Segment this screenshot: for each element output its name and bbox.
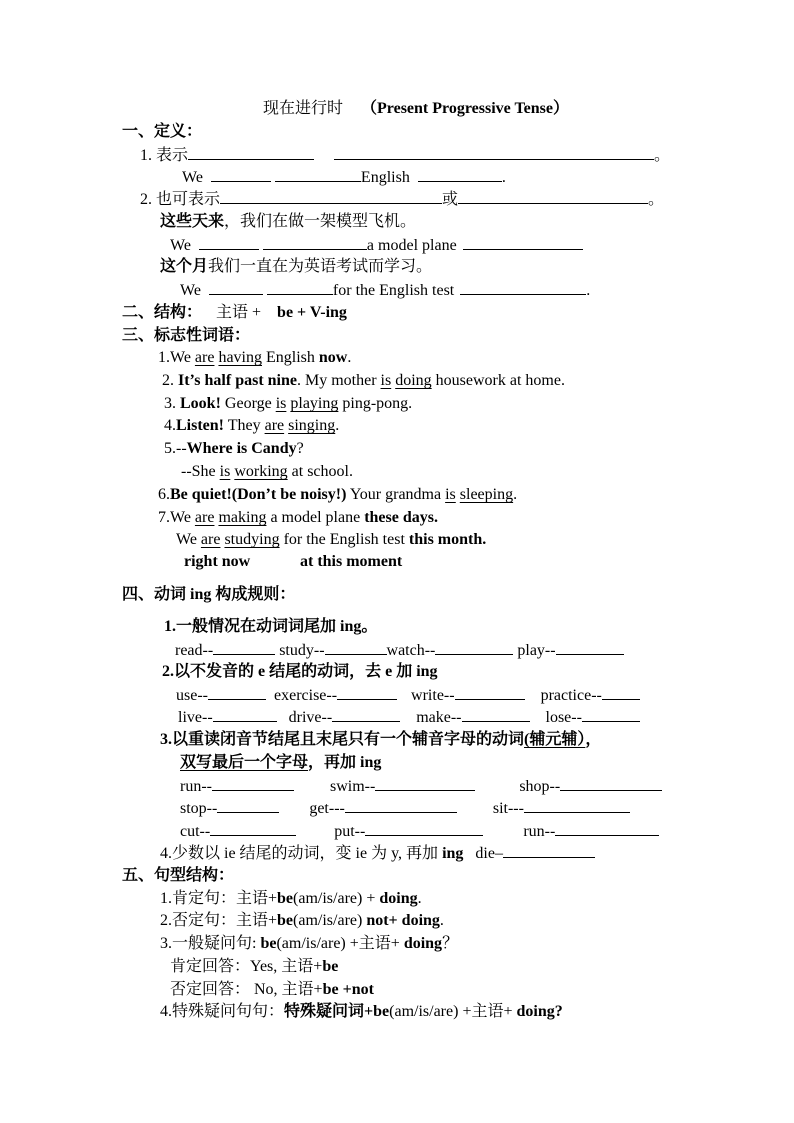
- text-run: read--: [175, 642, 214, 659]
- text-run: shop--: [519, 778, 561, 795]
- text-run: English: [262, 349, 319, 366]
- text-run: 3.: [164, 395, 180, 412]
- text-run: 否定回答： No, 主语+: [170, 981, 323, 998]
- text-run: (am/is/are) +主语+: [389, 1003, 517, 1020]
- text-run: 2.否定句：主语+: [160, 912, 278, 929]
- blank: [418, 167, 502, 182]
- text-run: write--: [411, 687, 455, 704]
- text-run: 这个月: [160, 258, 209, 275]
- title-en: （Present Progressive Tense）: [361, 100, 570, 117]
- text-run: Listen!: [176, 417, 224, 434]
- text-run: ping-pong.: [338, 395, 413, 412]
- pattern-negative: [160, 911, 444, 931]
- text-run: 2. 也可表示: [140, 191, 221, 208]
- text-run: English: [360, 169, 410, 186]
- signal-example-7: [158, 508, 438, 528]
- section-1-heading: 一、定义：: [122, 123, 203, 140]
- text-run: --She: [181, 463, 220, 480]
- page-title: [263, 99, 569, 119]
- text-run: get---: [309, 800, 345, 817]
- text-run: practice--: [540, 687, 602, 704]
- text-run: singing: [288, 417, 336, 434]
- text-run: now: [318, 349, 348, 366]
- text-run: ，我们在做一架模型飞机。: [224, 213, 417, 230]
- text-run: at school.: [287, 463, 353, 480]
- text-run: .: [586, 282, 591, 299]
- text-run: for the English test: [279, 531, 409, 548]
- text-run: 4.: [164, 417, 176, 434]
- text-run: make--: [416, 709, 462, 726]
- answer-blank: [217, 798, 279, 813]
- text-run: .: [335, 417, 340, 434]
- signal-example-5-answer: [181, 462, 353, 482]
- signal-example-4: [164, 416, 339, 436]
- rule-3-line-2: [180, 753, 381, 773]
- text-run: 1. 表示: [140, 147, 189, 164]
- answer-blank: [213, 707, 277, 722]
- text-run: (am/is/are) +主语+: [276, 935, 404, 952]
- answer-blank: [602, 685, 640, 700]
- example-3-zh: [160, 257, 432, 277]
- text-run: studying: [224, 531, 280, 548]
- text-run: 3.一般疑问句:: [160, 935, 261, 952]
- example-2-en: [170, 235, 583, 256]
- text-run: are: [194, 349, 215, 366]
- text-run: 3.以重读闭音节结尾且末尾只有一个辅音字母的动词: [160, 731, 525, 748]
- text-run: are: [194, 509, 215, 526]
- text-run: They: [224, 417, 265, 434]
- text-run: having: [218, 349, 262, 366]
- text-run: doing: [379, 890, 418, 907]
- blank: [275, 167, 361, 182]
- rule-2: 2.以不发音的 e 结尾的动词，去 e 加 ing: [162, 663, 438, 680]
- text-run: is: [275, 395, 287, 412]
- text-run: a model plane: [366, 237, 457, 254]
- blank: [463, 235, 583, 250]
- text-run: .: [439, 912, 444, 929]
- blank: [209, 280, 263, 295]
- section-5-heading: 五、句型结构：: [122, 867, 235, 884]
- text-run: for the English test: [332, 282, 455, 299]
- section-3-heading: 三、标志性词语：: [122, 327, 251, 344]
- text-run: doing: [395, 372, 432, 389]
- text-run: 主语 +: [216, 304, 262, 321]
- text-run: 2.: [162, 372, 178, 389]
- text-run: swim--: [329, 778, 376, 795]
- text-run: are: [264, 417, 285, 434]
- answer-blank: [555, 821, 659, 836]
- answer-blank: [208, 685, 266, 700]
- signal-example-5: [164, 439, 304, 459]
- text-run: cut--: [180, 823, 211, 840]
- text-run: this month.: [408, 531, 487, 548]
- text-run: 5.--: [164, 440, 187, 457]
- text-run: George: [220, 395, 276, 412]
- rule-3-row-1: [180, 776, 662, 797]
- signal-example-6: [158, 485, 517, 505]
- text-run: live--: [178, 709, 213, 726]
- rule-4: [160, 843, 595, 864]
- answer-blank: [462, 707, 530, 722]
- answer-blank: [345, 798, 457, 813]
- text-run: a model plane: [266, 509, 365, 526]
- text-run: Look!: [180, 395, 221, 412]
- rule-3-row-2: [180, 798, 630, 819]
- text-run: lose--: [545, 709, 582, 726]
- text-run: are: [200, 531, 221, 548]
- text-run: making: [218, 509, 267, 526]
- text-run: 。: [648, 191, 665, 208]
- text-run: is: [380, 372, 392, 389]
- text-run: 6.: [158, 486, 170, 503]
- pattern-yes-answer: [170, 957, 338, 977]
- text-run: 7.We: [158, 509, 195, 526]
- pattern-no-answer: [170, 980, 374, 1000]
- text-run: working: [234, 463, 288, 480]
- text-run: stop--: [180, 800, 218, 817]
- text-run: be +not: [322, 981, 374, 998]
- text-run: 4.少数以 ie 结尾的动词，变 ie 为 y, 再加: [160, 845, 443, 862]
- example-2-zh: [160, 212, 416, 232]
- text-run: We: [170, 237, 191, 254]
- text-run: 特殊疑问词+be: [284, 1003, 390, 1020]
- pattern-wh-question: [160, 1002, 563, 1022]
- rule-1: 1.一般情况在动词词尾加 ing。: [164, 618, 378, 635]
- pattern-affirmative: [160, 889, 422, 909]
- signal-example-3: [164, 394, 412, 414]
- answer-blank: [212, 776, 294, 791]
- text-run: ?: [296, 440, 304, 457]
- text-run: be: [322, 958, 339, 975]
- text-run: .: [513, 486, 518, 503]
- text-run: be: [277, 890, 294, 907]
- answer-blank: [337, 685, 397, 700]
- blank: [267, 280, 333, 295]
- text-run: doing?: [516, 1003, 563, 1020]
- text-run: play--: [517, 642, 556, 659]
- text-run: (am/is/are) +: [293, 890, 380, 907]
- rule-3: [160, 730, 601, 750]
- text-run: Be quiet!(Don’t be noisy!): [170, 486, 347, 503]
- text-run: We: [180, 282, 201, 299]
- text-run: .: [501, 169, 506, 186]
- blank: [188, 145, 314, 160]
- text-run: 1.We: [158, 349, 195, 366]
- signal-example-2: [162, 371, 565, 391]
- blank: [199, 235, 259, 250]
- answer-blank: [365, 821, 483, 836]
- text-run: . My mother: [296, 372, 381, 389]
- rule-2-row-1: [176, 685, 640, 706]
- text-run: sleeping: [459, 486, 514, 503]
- answer-blank: [503, 843, 595, 858]
- text-run: run--: [523, 823, 556, 840]
- blank: [460, 280, 586, 295]
- answer-blank: [213, 640, 275, 655]
- section-2: [122, 303, 347, 323]
- blank: [211, 167, 271, 182]
- text-run: ，: [585, 731, 602, 748]
- blank: [458, 189, 648, 204]
- text-run: 或: [442, 191, 459, 208]
- answer-blank: [455, 685, 525, 700]
- text-run: Your grandma: [346, 486, 446, 503]
- text-run: We: [176, 531, 201, 548]
- text-run: (am/is/are): [293, 912, 367, 929]
- section-2-heading: 二、结构：: [122, 304, 203, 321]
- text-run: doing: [403, 935, 443, 952]
- text-run: ing: [442, 845, 464, 862]
- answer-blank: [582, 707, 640, 722]
- answer-blank: [560, 776, 662, 791]
- blank: [263, 235, 367, 250]
- text-run: put--: [334, 823, 366, 840]
- text-run: is: [219, 463, 231, 480]
- text-run: these days.: [364, 509, 438, 526]
- rule-1-words: [175, 640, 624, 661]
- text-run: 1.肯定句：主语+: [160, 890, 278, 907]
- text-run: be: [260, 935, 277, 952]
- section-4-heading: 四、动词 ing 构成规则：: [122, 586, 296, 603]
- title-zh: 现在进行时: [263, 100, 344, 117]
- text-run: is: [445, 486, 456, 503]
- answer-blank: [210, 821, 296, 836]
- text-run: 我们一直在为英语考试而学习。: [208, 258, 433, 275]
- example-3-en: [180, 280, 590, 301]
- text-run: 4.特殊疑问句句：: [160, 1003, 285, 1020]
- text-run: die–: [475, 845, 503, 862]
- text-run: We: [182, 169, 203, 186]
- answer-blank: [375, 776, 475, 791]
- text-run: It’s half past nine: [178, 372, 297, 389]
- text-run: be: [277, 912, 294, 929]
- answer-blank: [435, 640, 513, 655]
- text-run: (辅元辅）: [524, 731, 586, 748]
- text-run: 这些天来: [160, 213, 225, 230]
- text-run: not+ doing: [366, 912, 440, 929]
- text-run: ，再加 ing: [308, 754, 382, 771]
- pattern-yes-no-question: [160, 934, 458, 954]
- text-run: playing: [290, 395, 339, 412]
- definition-2: [140, 189, 664, 210]
- text-run: housework at home.: [431, 372, 565, 389]
- answer-blank: [556, 640, 624, 655]
- answer-blank: [332, 707, 400, 722]
- text-run: use--: [176, 687, 208, 704]
- answer-blank: [325, 640, 387, 655]
- signal-example-1: [158, 348, 351, 368]
- text-run: .: [417, 890, 422, 907]
- text-run: 。: [654, 147, 671, 164]
- text-run: 双写最后一个字母: [180, 754, 309, 771]
- answer-blank: [524, 798, 630, 813]
- text-run: drive--: [288, 709, 333, 726]
- rule-3-row-3: [180, 821, 659, 842]
- text-run: exercise--: [273, 687, 338, 704]
- text-run: sit---: [492, 800, 524, 817]
- definition-1-example: [182, 167, 506, 188]
- blank: [334, 145, 654, 160]
- text-run: .: [347, 349, 352, 366]
- text-run: Where is Candy: [186, 440, 297, 457]
- signal-example-8: [176, 530, 486, 550]
- signal-word-at-this-moment: at this moment: [300, 553, 403, 570]
- text-run: ？: [442, 935, 459, 952]
- text-run: be + V-ing: [277, 304, 347, 321]
- rule-2-row-2: [178, 707, 640, 728]
- signal-word-right-now: right now: [184, 553, 251, 570]
- text-run: 肯定回答：Yes, 主语+: [170, 958, 323, 975]
- text-run: study--: [279, 642, 325, 659]
- text-run: watch--: [386, 642, 436, 659]
- definition-1: [140, 145, 670, 166]
- text-run: run--: [180, 778, 212, 795]
- blank: [220, 189, 442, 204]
